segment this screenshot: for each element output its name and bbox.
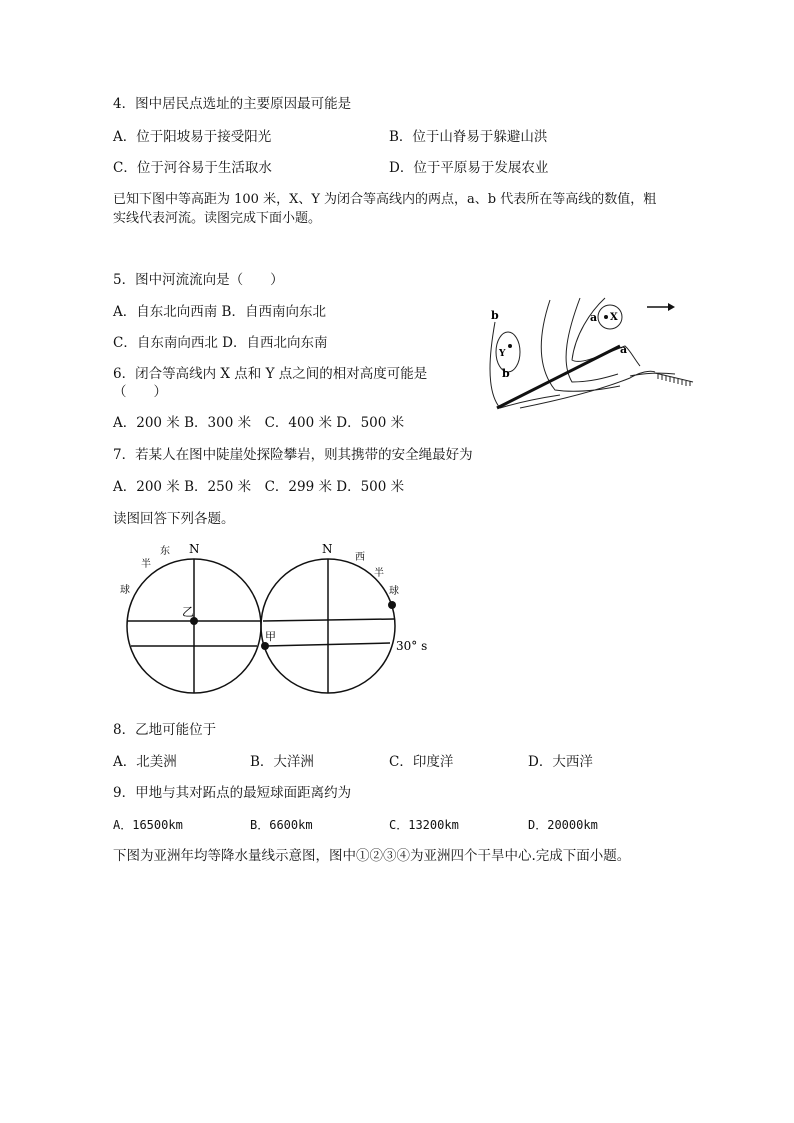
label-a-top: a: [590, 311, 598, 324]
intro-asia-precip: 下图为亚洲年均等降水量线示意图，图中①②③④为亚洲四个干旱中心.完成下面小题。: [113, 848, 631, 864]
intro-contour-line2: 实线代表河流。读图完成下面小题。: [113, 211, 322, 226]
point-jia: [261, 642, 269, 650]
direction-arrow-head: [668, 303, 675, 311]
q8-stem: 8．乙地可能位于: [113, 722, 217, 738]
label-x: X: [610, 312, 618, 323]
q4-option-d[interactable]: D．位于平原易于发展农业: [389, 160, 549, 176]
q4-option-b[interactable]: B．位于山脊易于躲避山洪: [389, 129, 548, 145]
q8-option-a[interactable]: A．北美洲: [113, 754, 177, 770]
q7-stem: 7．若某人在图中陡崖处探险攀岩，则其携带的安全绳最好为: [113, 447, 473, 463]
label-lat-30s: 30° s: [396, 639, 428, 653]
q7-options[interactable]: A．200 米 B．250 米 C．299 米 D．500 米: [113, 479, 405, 495]
label-yi: 乙: [182, 605, 195, 619]
label-y: Y: [499, 349, 506, 359]
label-jia: 甲: [265, 630, 276, 643]
point-y-dot: [508, 344, 512, 348]
label-right-half: 半: [374, 568, 384, 579]
river: [497, 346, 620, 408]
q9-option-c[interactable]: [389, 816, 459, 834]
contour-line-cliff-top: [630, 373, 675, 376]
q9-option-b-text: B．6600km: [250, 818, 313, 832]
label-right-n: N: [322, 542, 333, 556]
label-left-ball: 球: [120, 585, 130, 596]
label-b-inner: b: [502, 367, 510, 380]
q4-option-c[interactable]: C．位于河谷易于生活取水: [113, 160, 272, 176]
q9-option-b[interactable]: [250, 816, 313, 834]
q8-option-d[interactable]: D．大西洋: [528, 754, 593, 770]
q5-options-row1[interactable]: A．自东北向西南 B．自西南向东北: [113, 304, 326, 320]
cliff-hatch: [655, 373, 693, 386]
contour-line-lower: [520, 371, 655, 408]
contour-map-figure: [480, 290, 700, 420]
label-right-ball: 球: [389, 586, 399, 597]
q6-stem-line1: 6．闭合等高线内 X 点和 Y 点之间的相对高度可能是: [113, 366, 428, 382]
hemisphere-figure: [110, 538, 450, 710]
point-right-edge: [388, 601, 396, 609]
label-left-half: 半: [141, 559, 151, 570]
q8-option-b[interactable]: B．大洋洲: [250, 754, 314, 770]
q5-stem: 5．图中河流流向是（ ）: [113, 272, 284, 288]
point-x-dot: [604, 315, 608, 319]
label-left-east: 东: [160, 546, 170, 557]
contour-line-mid-1: [541, 300, 620, 391]
intro-globe: 读图回答下列各题。: [113, 511, 235, 527]
q4-stem: 4．图中居民点选址的主要原因最可能是: [113, 96, 352, 112]
intro-contour-line1: 已知下图中等高距为 100 米，X、Y 为闭合等高线内的两点，a、b 代表所在等高线的数值，粗: [113, 192, 657, 207]
q6-stem-line2: （ ）: [113, 384, 167, 400]
contour-line-a: [572, 298, 640, 366]
label-a-river: a: [620, 343, 628, 356]
q5-options-row2[interactable]: C．自东南向西北 D．自西北向东南: [113, 335, 328, 351]
q9-stem: 9．甲地与其对跖点的最短球面距离约为: [113, 785, 352, 801]
q9-option-c-text: C．13200km: [389, 818, 459, 832]
q9-option-d[interactable]: [528, 816, 598, 834]
label-right-west: 西: [355, 552, 365, 563]
q9-option-a-text: A．16500km: [113, 818, 183, 832]
label-b-top: b: [491, 309, 499, 322]
label-left-n: N: [189, 542, 200, 556]
right-equator: [263, 619, 394, 621]
q9-option-a[interactable]: [113, 816, 183, 834]
q4-option-a[interactable]: A．位于阳坡易于接受阳光: [113, 129, 272, 145]
q9-option-d-text: D．20000km: [528, 818, 598, 832]
q8-option-c[interactable]: C．印度洋: [389, 754, 454, 770]
q6-options[interactable]: A．200 米 B．300 米 C．400 米 D．500 米: [113, 415, 405, 431]
